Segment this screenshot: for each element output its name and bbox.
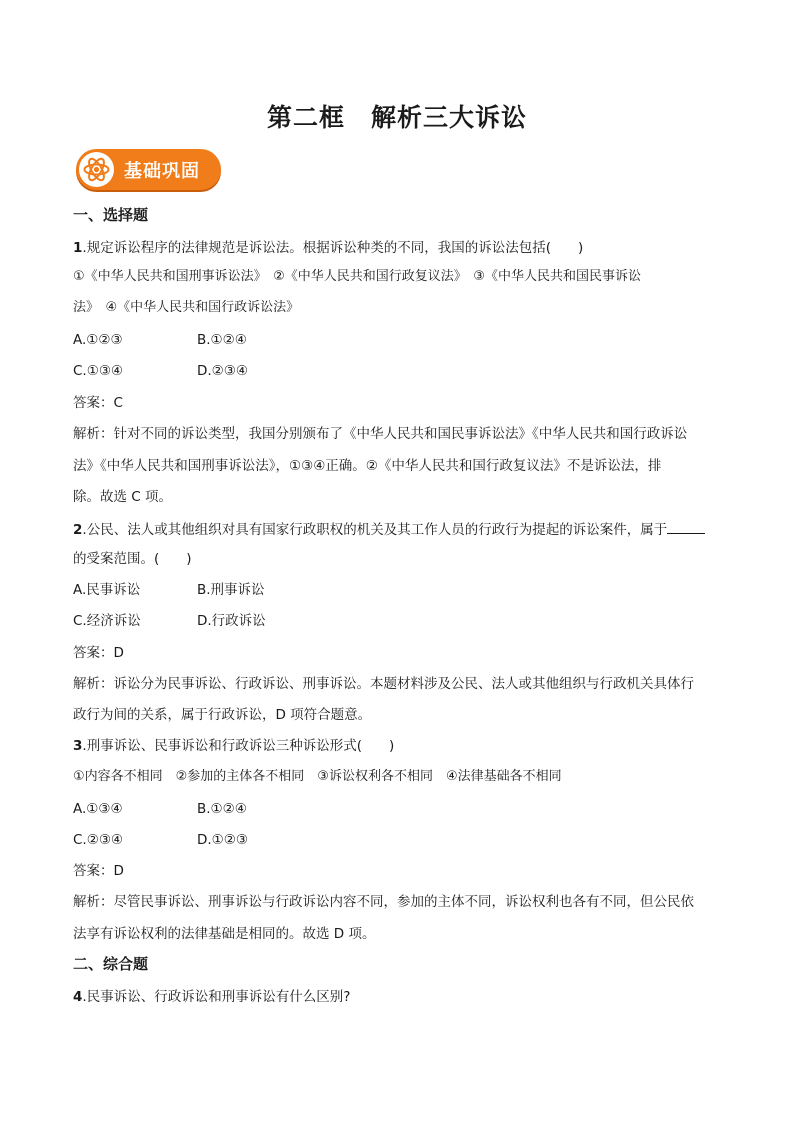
question-number: 1 [73,240,83,256]
question-1-option-a: A.①②③ [73,332,123,348]
question-3-items: ①内容各不相同 ②参加的主体各不相同 ③诉讼权利各不相同 ④法律基础各不相同 [73,769,562,784]
question-text: .民事诉讼、行政诉讼和刑事诉讼有什么区别? [82,989,351,1005]
question-1-items-line1: ①《中华人民共和国刑事诉讼法》 ②《中华人民共和国行政复议法》 ③《中华人民共和国民事诉讼 [73,269,641,284]
question-text: .刑事诉讼、民事诉讼和行政诉讼三种诉讼形式( ) [82,738,395,754]
question-2-answer: 答案：D [73,645,124,661]
question-1-items-line2: 法》 ④《中华人民共和国行政诉讼法》 [73,300,300,315]
question-1-answer: 答案：C [73,395,123,411]
section-banner [76,149,221,190]
question-3-option-d: D.①②③ [197,832,248,848]
question-3-answer: 答案：D [73,863,124,879]
section-heading-comprehensive: 二、综合题 [73,955,149,973]
banner-label: 基础巩固 [124,161,200,182]
question-2-stem-line2: 的受案范围。( ) [73,551,192,567]
question-2-option-c: C.经济诉讼 [73,613,141,629]
question-number: 3 [73,738,83,754]
question-3-analysis-line1: 解析：尽管民事诉讼、刑事诉讼与行政诉讼内容不同，参加的主体不同，诉讼权利也各有不同，但公民依 [73,894,694,910]
question-2-stem-line1 [73,519,705,539]
question-1-option-b: B.①②④ [197,332,247,348]
question-1-stem [73,239,583,257]
question-2-analysis-line1: 解析：诉讼分为民事诉讼、行政诉讼、刑事诉讼。本题材料涉及公民、法人或其他组织与行政机关具体行 [73,676,694,692]
question-3-stem [73,737,394,755]
question-1-analysis-line3: 除。故选 C 项。 [73,489,173,505]
question-3-option-c: C.②③④ [73,832,124,848]
question-number: 4 [73,989,83,1005]
question-2-option-d: D.行政诉讼 [197,613,266,629]
answer-blank [667,519,705,534]
question-1-option-c: C.①③④ [73,363,124,379]
question-text: .公民、法人或其他组织对具有国家行政职权的机关及其工作人员的行政行为提起的诉讼案件，属于 [82,522,668,538]
section-heading-choice: 一、选择题 [73,206,149,224]
page-title: 第二框 解析三大诉讼 [266,103,527,132]
question-2-option-b: B.刑事诉讼 [197,582,265,598]
question-3-option-a: A.①③④ [73,801,123,817]
atom-icon [79,152,114,187]
question-2-option-a: A.民事诉讼 [73,582,141,598]
question-3-analysis-line2: 法享有诉讼权利的法律基础是相同的。故选 D 项。 [73,926,376,942]
question-number: 2 [73,522,83,538]
question-3-option-b: B.①②④ [197,801,247,817]
question-2-analysis-line2: 政行为间的关系，属于行政诉讼，D 项符合题意。 [73,707,372,723]
question-4-stem [73,988,350,1006]
question-1-analysis-line1: 解析：针对不同的诉讼类型，我国分别颁布了《中华人民共和国民事诉讼法》《中华人民共和国行政诉讼 [73,426,688,442]
question-1-analysis-line2: 法》《中华人民共和国刑事诉讼法》，①③④正确。②《中华人民共和国行政复议法》不是诉讼法，排 [73,458,662,474]
question-text: .规定诉讼程序的法律规范是诉讼法。根据诉讼种类的不同，我国的诉讼法包括( ) [82,240,584,256]
question-1-option-d: D.②③④ [197,363,248,379]
